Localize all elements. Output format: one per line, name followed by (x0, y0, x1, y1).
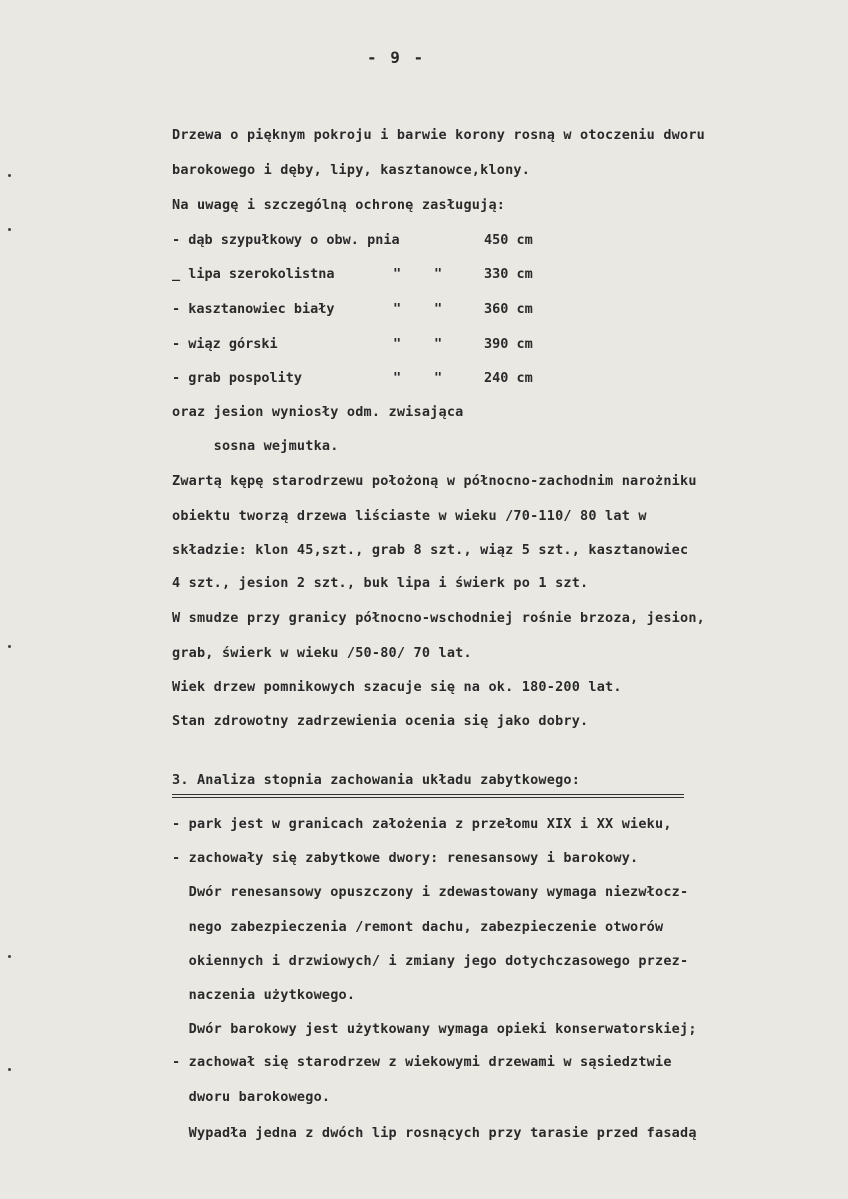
text-line: - zachował się starodrzew z wiekowymi drzewami w sąsiedztwie (172, 1054, 672, 1070)
text-line: Wypadła jedna z dwóch lip rosnących przy tarasie przed fasadą (172, 1125, 697, 1141)
tree-name: _ lipa szerokolistna (172, 266, 335, 282)
tree-size: 360 cm (484, 301, 533, 317)
tree-size: 450 cm (484, 232, 533, 248)
text-line: sosna wejmutka. (172, 438, 339, 454)
ditto-mark: " (393, 336, 402, 352)
text-line: okiennych i drzwiowych/ i zmiany jego dotychczasowego przez- (172, 953, 689, 969)
text-line: grab, świerk w wieku /50-80/ 70 lat. (172, 645, 472, 661)
text-line: nego zabezpieczenia /remont dachu, zabezpieczenie otworów (172, 919, 664, 935)
heading-underline (172, 794, 684, 798)
margin-speck (8, 228, 11, 231)
text-line: obiektu tworzą drzewa liściaste w wieku /70-110/ 80 lat w (172, 508, 647, 524)
ditto-mark: " (434, 266, 443, 282)
ditto-mark: " (434, 336, 443, 352)
text-line: Stan zdrowotny zadrzewienia ocenia się jako dobry. (172, 713, 589, 729)
text-line: Drzewa o pięknym pokroju i barwie korony rosną w otoczeniu dworu (172, 127, 705, 143)
tree-name: - dąb szypułkowy o obw. pnia (172, 232, 400, 248)
ditto-mark: " (393, 301, 402, 317)
ditto-mark: " (434, 301, 443, 317)
tree-size: 240 cm (484, 370, 533, 386)
text-line: barokowego i dęby, lipy, kasztanowce,klony. (172, 162, 531, 178)
text-line: dworu barokowego. (172, 1089, 331, 1105)
section-heading: 3. Analiza stopnia zachowania układu zabytkowego: (172, 772, 581, 788)
text-line: Zwartą kępę starodrzewu położoną w północno-zachodnim narożniku (172, 473, 697, 489)
page-number: - 9 - (367, 48, 426, 67)
margin-speck (8, 1068, 11, 1071)
text-line: naczenia użytkowego. (172, 987, 356, 1003)
ditto-mark: " (393, 370, 402, 386)
margin-speck (8, 955, 11, 958)
text-line: Dwór renesansowy opuszczony i zdewastowany wymaga niezwłocz- (172, 884, 689, 900)
text-line: W smudze przy granicy północno-wschodniej rośnie brzoza, jesion, (172, 610, 705, 626)
text-line: składzie: klon 45,szt., grab 8 szt., wiąz 5 szt., kasztanowiec (172, 542, 689, 558)
tree-name: - grab pospolity (172, 370, 303, 386)
tree-size: 330 cm (484, 266, 533, 282)
text-line: 4 szt., jesion 2 szt., buk lipa i świerk po 1 szt. (172, 575, 589, 591)
tree-name: - wiąz górski (172, 336, 278, 352)
text-line: Na uwagę i szczególną ochronę zasługują: (172, 197, 506, 213)
text-line: - zachowały się zabytkowe dwory: renesansowy i barokowy. (172, 850, 639, 866)
tree-size: 390 cm (484, 336, 533, 352)
margin-speck (8, 174, 11, 177)
ditto-mark: " (393, 266, 402, 282)
text-line: - park jest w granicach założenia z przełomu XIX i XX wieku, (172, 816, 672, 832)
text-line: oraz jesion wyniosły odm. zwisająca (172, 404, 464, 420)
ditto-mark: " (434, 370, 443, 386)
text-line: Dwór barokowy jest użytkowany wymaga opieki konserwatorskiej; (172, 1021, 697, 1037)
text-line: Wiek drzew pomnikowych szacuje się na ok. 180-200 lat. (172, 679, 622, 695)
tree-name: - kasztanowiec biały (172, 301, 335, 317)
margin-speck (8, 645, 11, 648)
